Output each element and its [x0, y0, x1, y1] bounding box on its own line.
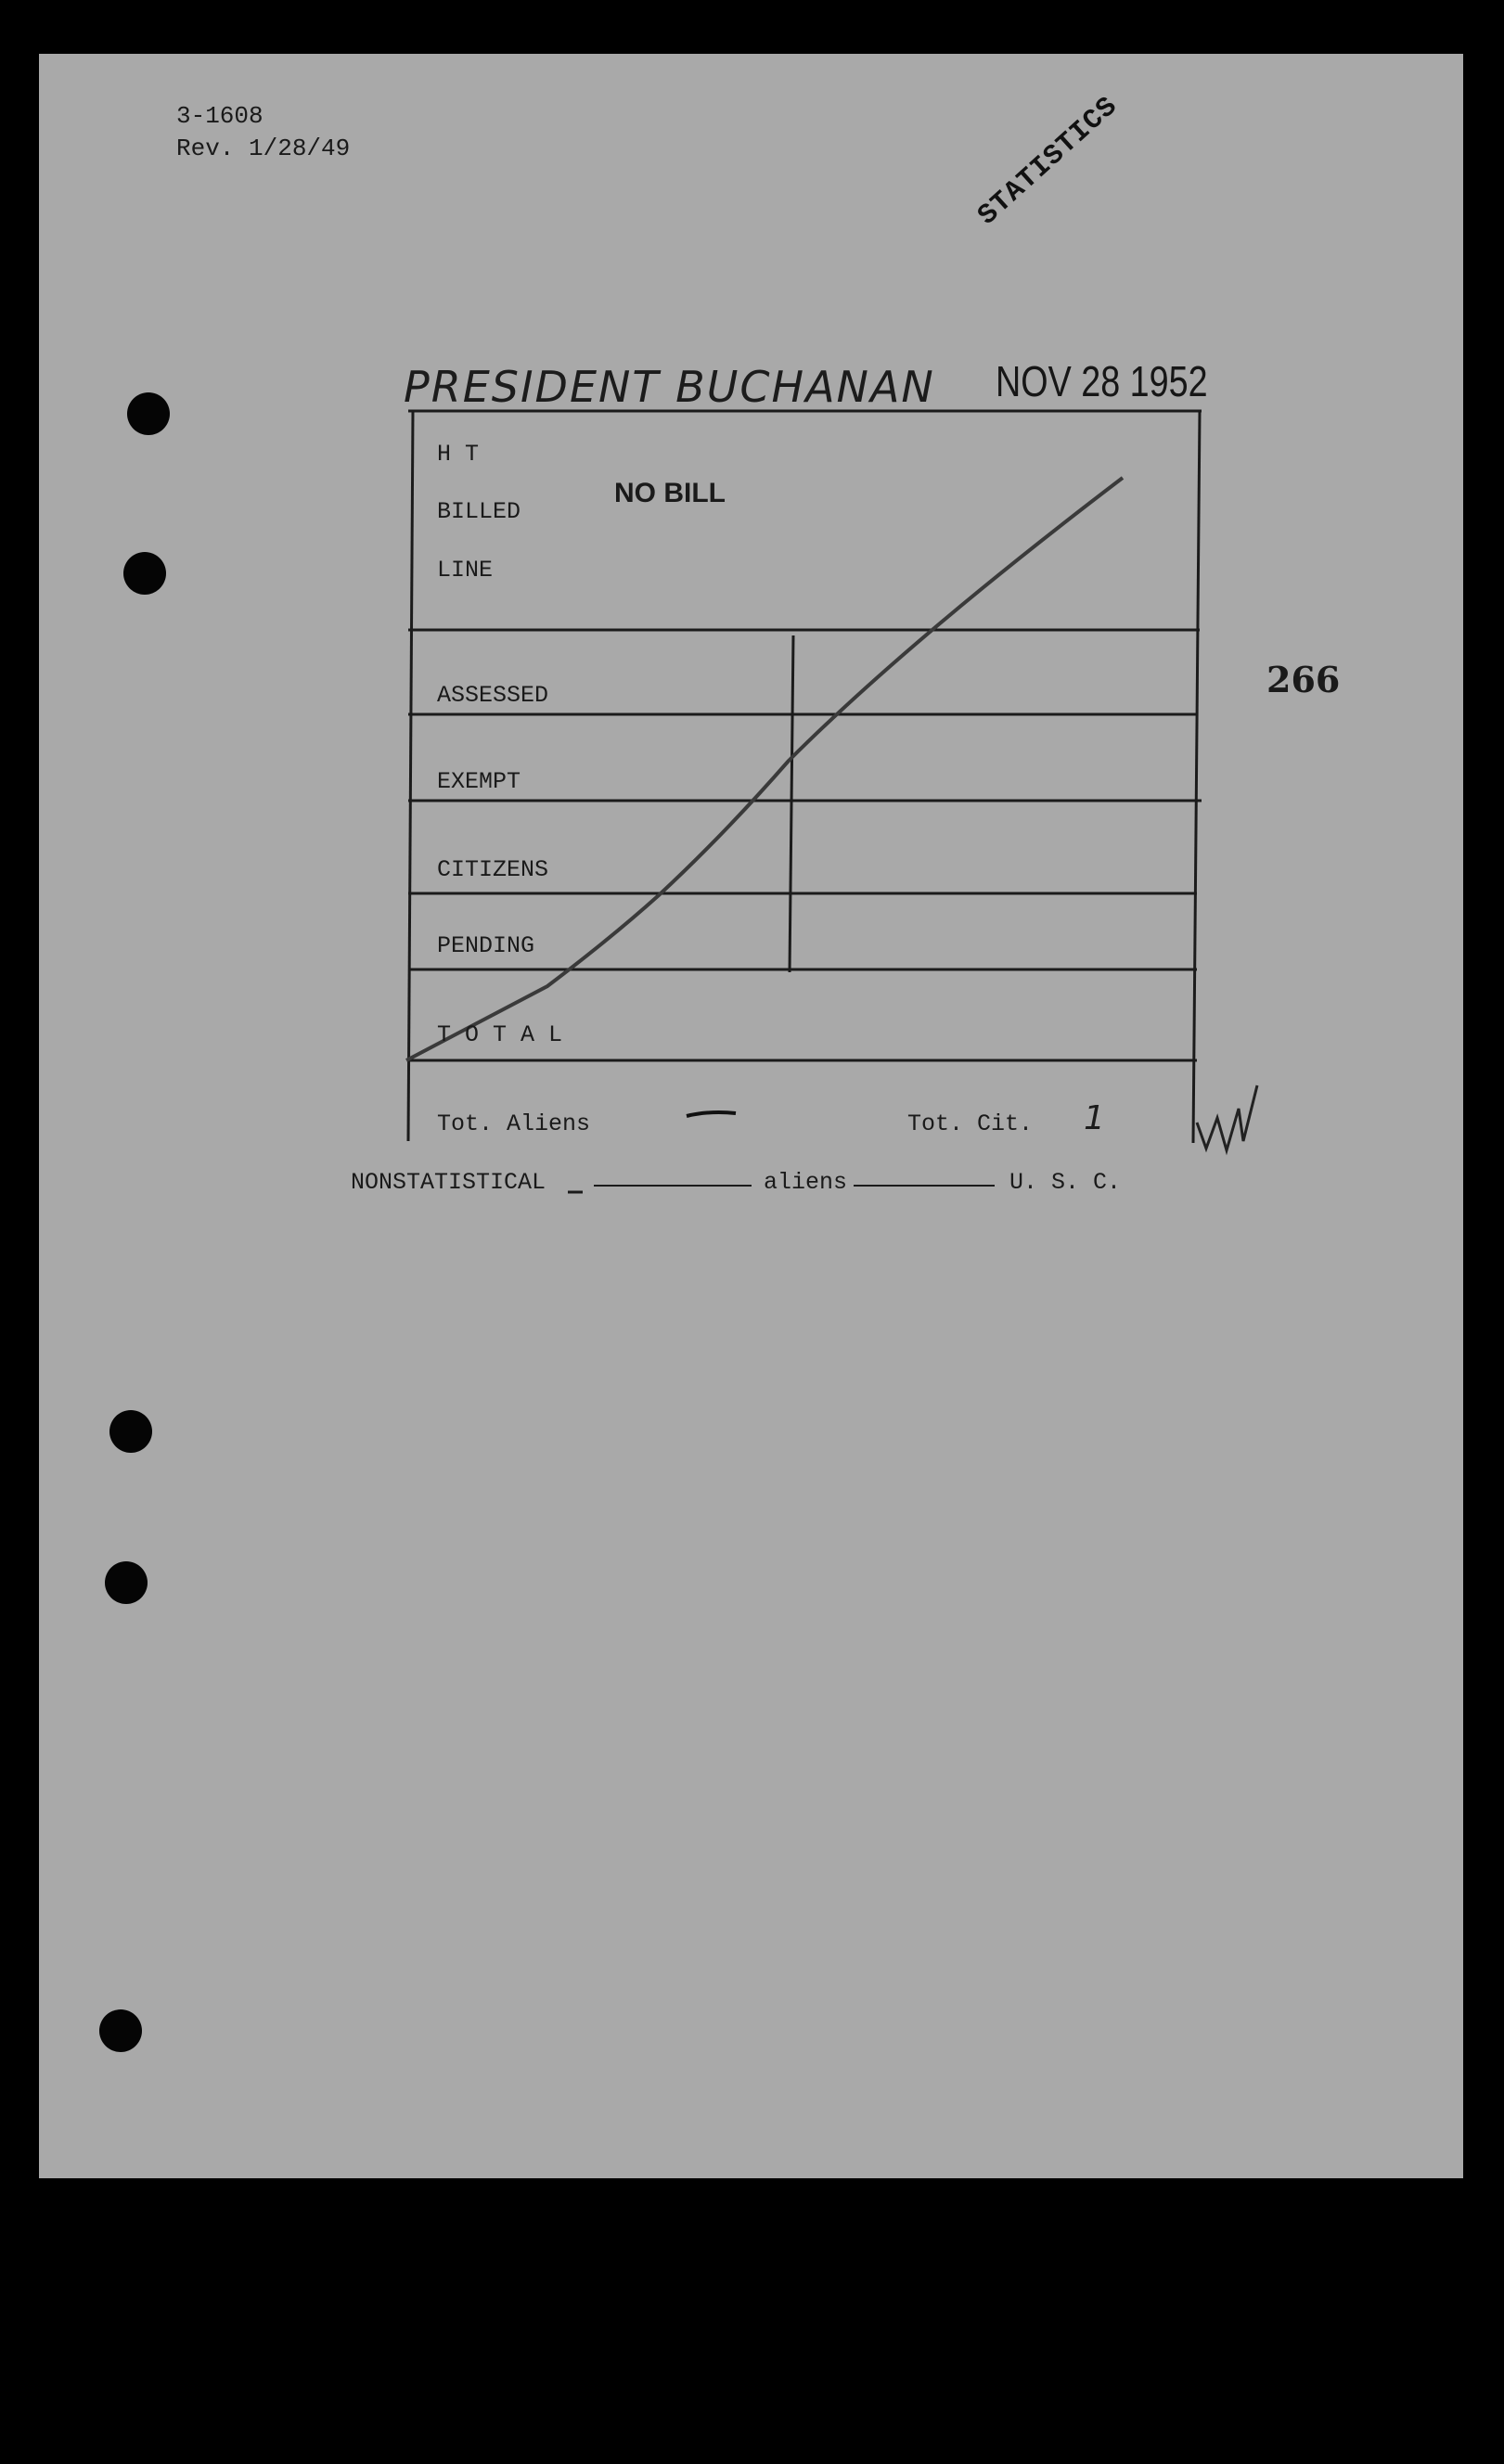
aliens-label: aliens — [764, 1169, 848, 1196]
line-label: LINE — [437, 557, 494, 584]
row-label-assessed: ASSESSED — [437, 682, 549, 709]
row-label-pending: PENDING — [437, 932, 535, 959]
initials-scribble — [1197, 1085, 1257, 1150]
row-label-exempt: EXEMPT — [437, 768, 521, 795]
nonstatistical-label: NONSTATISTICAL — [351, 1169, 546, 1196]
ht-label: H T — [437, 441, 480, 468]
aliens-dash-mark — [687, 1112, 736, 1116]
no-bill-stamp: NO BILL — [614, 478, 726, 508]
billed-label: BILLED — [437, 498, 521, 525]
form-number: 3-1608 — [176, 102, 264, 130]
date-stamp: NOV 28 1952 — [996, 357, 1208, 405]
tot-cit-label: Tot. Cit. — [907, 1110, 1034, 1137]
page-number: 266 — [1266, 659, 1341, 700]
row-label-citizens: CITIZENS — [437, 856, 549, 883]
statistics-stamp: STATISTICS — [972, 90, 1125, 233]
tot-cit-value: 1 — [1084, 1099, 1107, 1137]
handwritten-vessel-name: PRESIDENT BUCHANAN — [404, 362, 935, 412]
form-revision: Rev. 1/28/49 — [176, 135, 351, 162]
usc-label: U. S. C. — [1009, 1169, 1122, 1196]
total-label: T O T A L — [437, 1021, 563, 1048]
tot-aliens-label: Tot. Aliens — [437, 1110, 591, 1137]
